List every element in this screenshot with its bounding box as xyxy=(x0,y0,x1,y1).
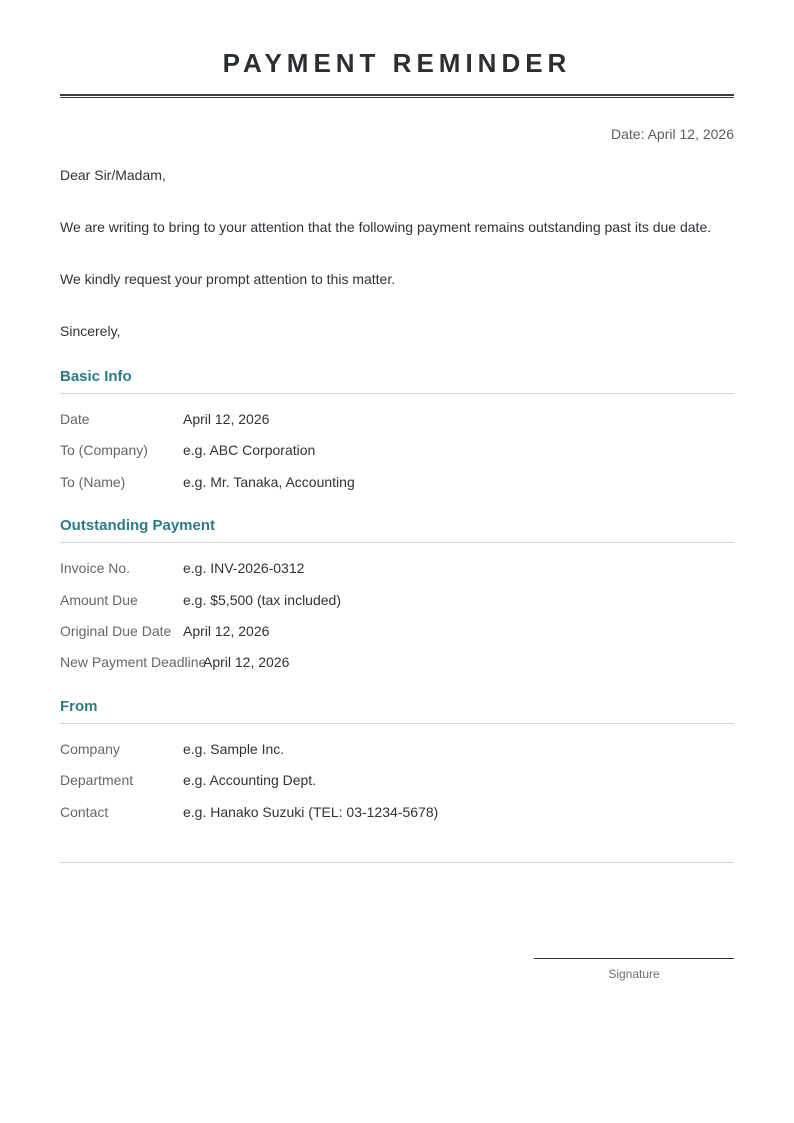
field-row-to-name xyxy=(60,472,734,492)
field-row-contact xyxy=(60,802,734,822)
field-label: New Payment Deadline xyxy=(60,654,207,670)
document-title: PAYMENT REMINDER xyxy=(222,48,572,78)
field-label: Company xyxy=(60,741,120,757)
section-divider xyxy=(60,723,734,724)
field-row-to-company xyxy=(60,440,734,460)
field-value: e.g. ABC Corporation xyxy=(183,442,316,458)
signature-line xyxy=(534,958,734,959)
field-row-invoice-no xyxy=(60,558,734,578)
field-label: Date xyxy=(60,411,90,427)
document-date: Date: April 12, 2026 xyxy=(611,126,734,142)
section-divider xyxy=(60,393,734,394)
field-value: e.g. Sample Inc. xyxy=(183,741,285,757)
field-value: e.g. $5,500 (tax included) xyxy=(183,592,341,608)
field-row-new-payment-deadline xyxy=(60,652,734,672)
field-value: April 12, 2026 xyxy=(183,411,270,427)
body-paragraph-1: We are writing to bring to your attention that the following payment remains outstanding past its due date. xyxy=(60,219,712,235)
section-heading-outstanding-payment: Outstanding Payment xyxy=(60,517,216,534)
field-value: e.g. INV-2026-0312 xyxy=(183,560,305,576)
title-double-rule xyxy=(60,94,734,98)
field-row-original-due-date xyxy=(60,621,734,641)
field-label: To (Company) xyxy=(60,442,148,458)
field-label: Amount Due xyxy=(60,592,138,608)
section-divider xyxy=(60,542,734,543)
field-label: Invoice No. xyxy=(60,560,131,576)
field-label: To (Name) xyxy=(60,474,126,490)
field-value: April 12, 2026 xyxy=(183,623,270,639)
field-label: Department xyxy=(60,772,134,788)
field-row-date xyxy=(60,409,734,429)
field-label: Original Due Date xyxy=(60,623,172,639)
section-heading-from: From xyxy=(60,698,98,715)
salutation: Dear Sir/Madam, xyxy=(60,167,166,183)
field-value: e.g. Mr. Tanaka, Accounting xyxy=(183,474,355,490)
body-paragraph-2: We kindly request your prompt attention to this matter. xyxy=(60,271,396,287)
footer-divider xyxy=(60,862,734,863)
signature-label: Signature xyxy=(608,967,660,981)
field-label: Contact xyxy=(60,804,109,820)
field-row-amount-due xyxy=(60,590,734,610)
field-row-department xyxy=(60,770,734,790)
section-heading-basic-info: Basic Info xyxy=(60,368,132,385)
field-value: e.g. Hanako Suzuki (TEL: 03-1234-5678) xyxy=(183,804,439,820)
field-value: April 12, 2026 xyxy=(203,654,290,670)
field-row-company xyxy=(60,739,734,759)
field-value: e.g. Accounting Dept. xyxy=(183,772,317,788)
closing: Sincerely, xyxy=(60,323,121,339)
